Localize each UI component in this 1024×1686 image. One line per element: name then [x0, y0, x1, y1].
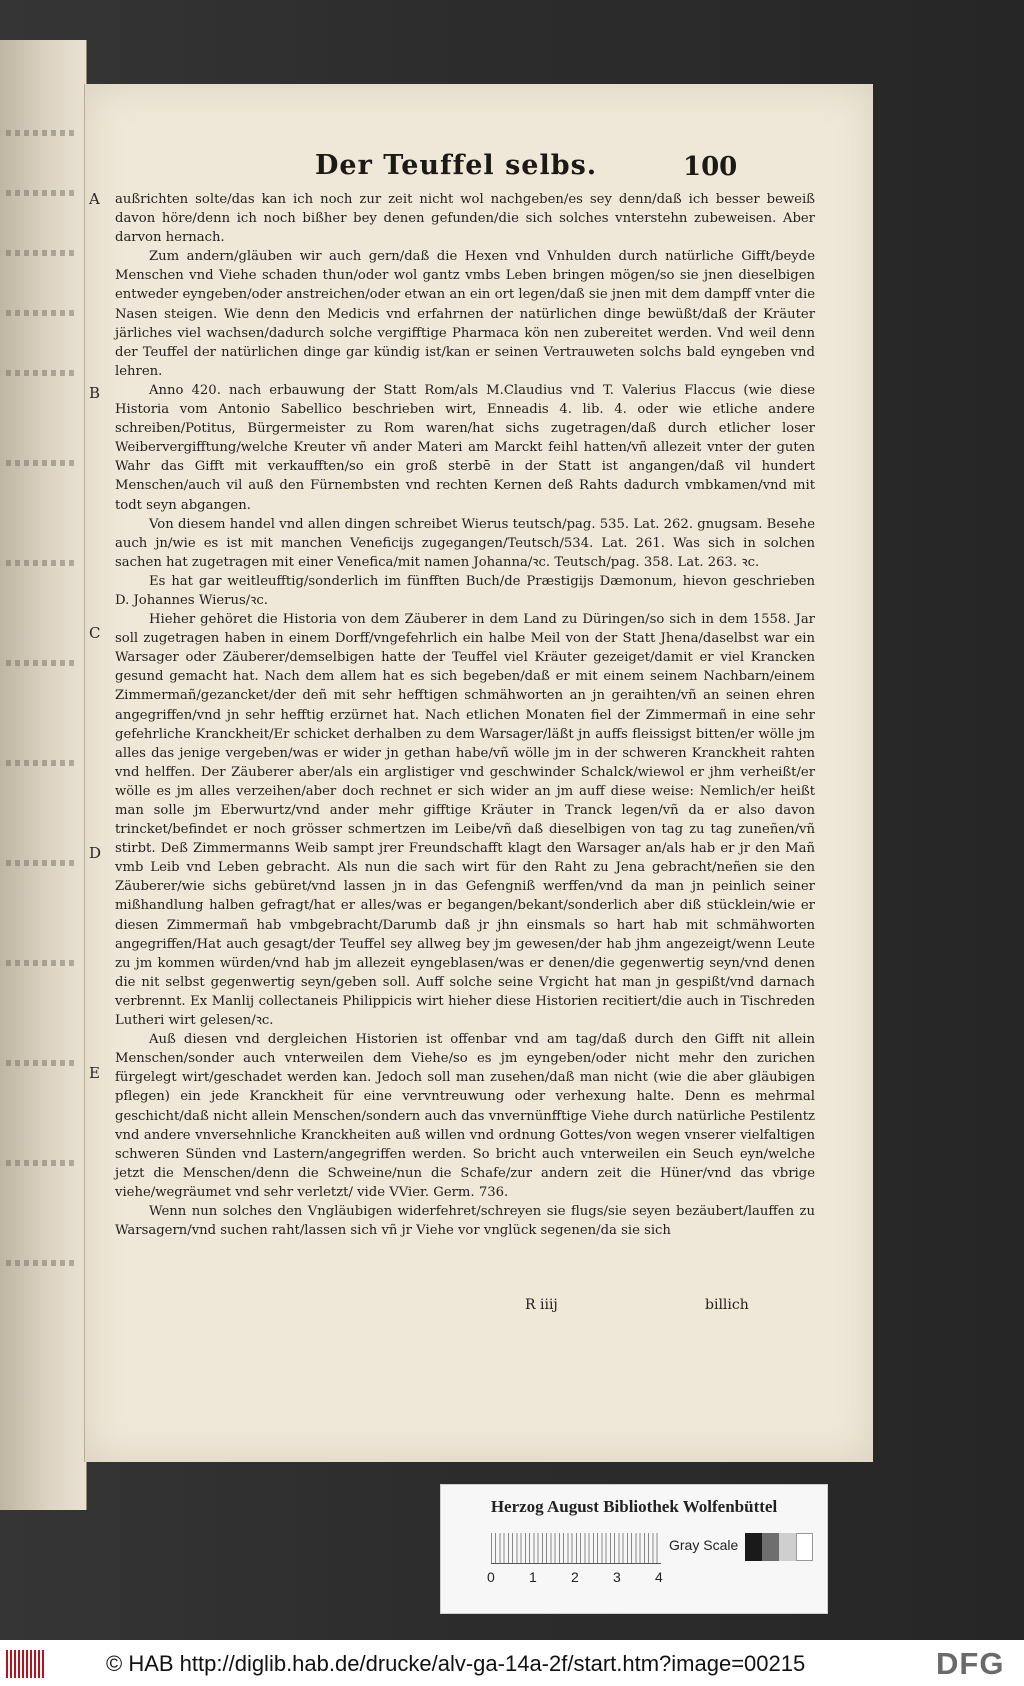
gray-swatch [779, 1533, 796, 1561]
ruler-tick-label: 2 [571, 1569, 579, 1585]
library-name: Herzog August Bibliothek Wolfenbüttel [490, 1497, 778, 1516]
gray-swatch [796, 1533, 813, 1561]
signature-mark: R iiij [525, 1297, 558, 1313]
body-text [115, 190, 815, 1240]
ruler-tick-label: 1 [529, 1569, 537, 1585]
margin-marker-b: B [89, 384, 101, 402]
source-link[interactable]: © HAB http://diglib.hab.de/drucke/alv-ga-14a-2f/start.htm?image=00215 [106, 1651, 806, 1676]
previous-page-edge [0, 40, 87, 1510]
color-scale-card [440, 1484, 828, 1614]
paragraph: Von diesem handel vnd allen dingen schreibet Wierus teutsch/pag. 535. Lat. 262. gnugsam. Besehe auch jn/wie es ist mit manchen Veneficijs zugegangen/Teutsch/534. Lat. 261. Was sich in solchen sachen hat zugetragen mit einer Venefica/mit namen Johanna/ꝛc. Teutsch/pag. 358. Lat. 263. ꝛc. [115, 516, 815, 570]
book-page [84, 84, 873, 1462]
gray-swatch [762, 1533, 779, 1561]
ruler-tick-label: 0 [487, 1569, 495, 1585]
hab-logo-icon [6, 1650, 46, 1678]
gray-scale-label: Gray Scale [669, 1537, 739, 1553]
margin-marker-a: A [89, 190, 100, 208]
paragraph: Wenn nun solches den Vngläubigen widerfehret/schreyen sie flugs/sie seyen bezäubert/lauffen zu Warsagern/vnd suchen raht/lassen sich vñ jr Viehe vor vnglück segenen/da sie sich [115, 1203, 815, 1239]
paragraph: Anno 420. nach erbauwung der Statt Rom/als M.Claudius vnd T. Valerius Flaccus (wie diese Historia vom Antonio Sabellico beschrieben wirt, Enneadis 4. lib. 4. oder wie etliche andere schreiben/Potitus, Bürgermeister zu Rom waren/hat sichs zugetragen/daß durch etlicher loser Weibervergifftung/welche Kreuter vñ ander Materi am Marckt feihl hatten/vñ allezeit vnter der guten Wahr das Gifft mit verkaufften/so ein groß sterbē in der Statt ist angangen/daß vil hundert Menschen/auch vil auß den Fürnembsten vnd rechten Kernen deß Rahts dadurch vmbkamen/vnd mit todt seyn abgangen. [115, 382, 815, 513]
paragraph: Es hat gar weitleufftig/sonderlich im fünfften Buch/de Præstigijs Dæmonum, hievon geschrieben D. Johannes Wierus/ꝛc. [115, 573, 815, 608]
margin-marker-d: D [89, 844, 102, 862]
ruler [491, 1533, 661, 1564]
catchword: billich [705, 1297, 749, 1313]
paragraph: außrichten solte/das kan ich noch zur zeit nicht wol nachgeben/es sey denn/daß ich besser beweiß davon höre/denn ich noch bißher bey denen gefunden/die sich solches vnterstehn zubeweisen. Aber darvon hernach. [115, 192, 815, 246]
gray-swatch [745, 1533, 762, 1561]
folio-number: 100 [683, 152, 738, 182]
dfg-logo: DFG [936, 1646, 1005, 1681]
margin-marker-e: E [89, 1064, 100, 1082]
paragraph: Auß diesen vnd dergleichen Historien ist offenbar vnd am tag/daß durch den Gifft nit allein Menschen/sonder auch vnterweilen dem Viehe/so es jm eyngeben/oder nicht mehr den zurichen fürgelegt wirt/geschadet werden kan. Jedoch soll man zusehen/daß man nicht (wie die aber gläubigen pflegen) ein jede Kranckheit für eine vervntreuwung oder verhexung halte. Denn es mehrmal geschicht/daß nicht allein Menschen/sondern auch das vnvernünfftige Viehe durch natürliche Pestilentz vnd andere vnversehnliche Kranckheiten auß willen vnd ordnung Gottes/von wegen vnserer vielfaltigen schweren Sünden vnd Lastern/angegriffen werden. So bricht auch vnterweilen ein Seuch eyn/welche jetzt die Menschen/denn die Schweine/nun die Schafe/zur andern zeit die Hüner/vnd das vbrige viehe/wegräumet vnd sehr verletzt/ vide VVier. Germ. 736. [115, 1032, 815, 1200]
paragraph: Zum andern/gläuben wir auch gern/daß die Hexen vnd Vnhulden durch natürliche Gifft/beyde Menschen vnd Viehe schaden thun/oder wol gantz vmbs Leben bringen mögen/so sie jnen dieselbigen entweder eyngeben/oder anstreichen/oder etwan an ein ort legen/daß sie jnen mit dem dampff vnter die Nasen steigen. Wie denn den Medicis vnd erfahrnen der natürlichen dinge bewüßt/daß der Kräuter järliches viel wachsen/dadurch solche vergifftige Pharmaca kön nen zubereitet werden. Vnd weil denn der Teuffel der natürlichen dinge gar kündig ist/kan er seinen Vertrauweten solchs bald eyngeben vnd lehren. [115, 249, 815, 379]
ruler-tick-label: 4 [655, 1569, 663, 1585]
margin-marker-c: C [89, 624, 101, 642]
paragraph: Hieher gehöret die Historia von dem Zäuberer in dem Land zu Düringen/so sich in dem 1558. Jar soll zugetragen haben in einem Dorff/vngefehrlich ein halbe Meil von der Statt Jhena/daselbst war ein Warsager oder Zäuberer/demselbigen hatte der Teuffel viel Kräuter gezeiget/damit er viel Krancken gesund gemacht hat. Nach dem allem hat es sich begeben/daß er mit einem seinem Nachbarn/einem Zimmermañ/gezancket/der deñ mit sehr hefftigen schmähworten an jn geraihten/vñ an seinen ehren angegriffen/vnd jn sehr hefftig erzürnet hat. Nach etlichen Monaten fiel der Zimmermañ in eine sehr gefehrliche Kranckheit/Er schicket derhalben zu dem Warsager/läßt jn auffs fleissigst bitten/er wölle jm alles das jenige vergeben/was er wider jn gethan habe/vñ wölle jm in der schweren Kranckheit rahten vnd helffen. Der Zäuberer aber/als ein arglistiger vnd geschwinder Schalck/wiewol er jhm verheißt/er wölle es jm alles verzeihen/aber doch rechnet er sich wider an jm auff diese weise: Nemlich/er heißt man solle jm Eberwurtz/vnd ander mehr gifftige Kräuter in Tranck legen/vñ da er also davon trincket/befindet er noch grösser schmertzen im Leibe/vñ daß dieselbigen von tag zu tag zuneñen/vñ stirbt. Deß Zimmermanns Weib sampt jrer Freundschafft klagt den Warsager an/als hab er jr den Mañ vmb Leib vnd Leben gebracht. Als nun die sach wirt für den Raht zu Jena gebracht/neñen sie den Zäuberer/wie sichs gebüret/vnd lassen jn in das Gefengniß werffen/vnd da man jn peinlich seiner mißhandlung halben gefragt/hat er alles/was er begangen/bekant/sonderlich aber diß stücklein/wie er diesen Zimmermañ hab vmbgebracht/Darumb daß jr jhn einsmals so hart hab mit schmähworten angegriffen/Hat auch gesagt/der Teuffel sey allweg bey jm gewesen/der hab jhm angezeigt/wenn Leute zu jm kommen würden/vnd hab jm allezeit eyngeblasen/was er denen/die gegenwertig seyn/vnd denen die nit selbst gegenwertig seyn/geben soll. Auff solche seine Vrgicht hat man jn gespißt/vnd darnach verbrennt. Ex Manlij collectaneis Philippicis wirt hieher diese Historien recitiert/die auch in Tischreden Lutheri wirt gelesen/ꝛc. [115, 612, 815, 1029]
running-head: Der Teuffel selbs. [315, 150, 598, 181]
footer-bar [0, 1640, 1024, 1686]
ruler-tick-label: 3 [613, 1569, 621, 1585]
